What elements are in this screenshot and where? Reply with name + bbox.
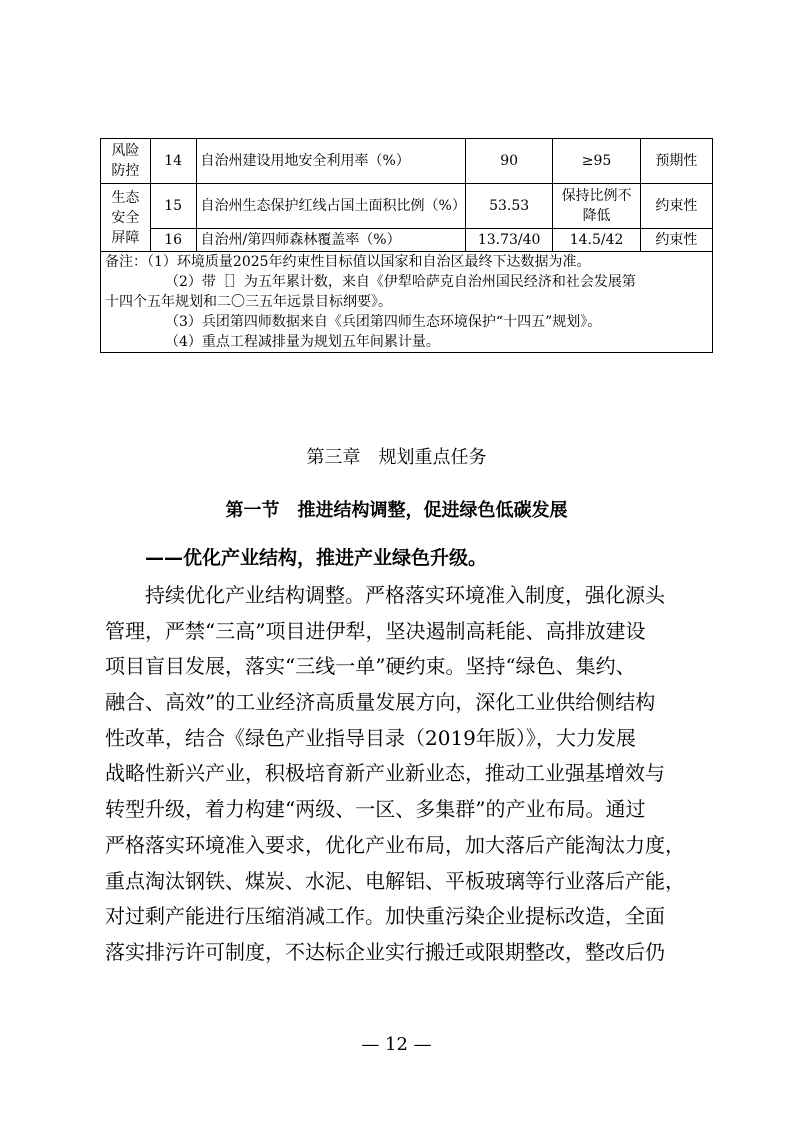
body-line: 融合、高效”的工业经济高质量发展方向，深化工业供给侧结构 bbox=[105, 690, 656, 715]
note-2-continued: 十四个五年规划和二〇三五年远景目标纲要》。 bbox=[105, 294, 392, 310]
note-2: （2）带［］为五年累计数，来自《伊犁哈萨克自治州国民经济和社会发展第 bbox=[165, 274, 636, 290]
subheading: ——优化产业结构，推进产业绿色升级。 bbox=[145, 547, 488, 569]
body-line: 重点淘汰钢铁、煤炭、水泥、电解铝、平板玻璃等行业落后产能， bbox=[105, 868, 685, 893]
body-line: 落实排污许可制度，不达标企业实行搬迁或限期整改，整改后仍 bbox=[105, 939, 665, 964]
body-line: 性改革，结合《绿色产业指导目录（2019年版）》，大力发展 bbox=[105, 725, 636, 750]
body-line: 转型升级，着力构建“两级、一区、多集群”的产业布局。通过 bbox=[105, 797, 646, 822]
base-value-cell: 90 bbox=[465, 139, 552, 184]
body-line: 严格落实环境准入要求，优化产业布局，加大落后产能淘汰力度， bbox=[105, 832, 685, 857]
notes-row bbox=[101, 252, 713, 353]
indicator-cell: 自治州生态保护红线占国土面积比例（%） bbox=[196, 184, 465, 229]
table-notes bbox=[101, 252, 713, 353]
chapter-title: 第三章 规划重点任务 bbox=[306, 447, 487, 468]
table-row bbox=[101, 184, 713, 229]
type-cell: 预期性 bbox=[640, 139, 712, 184]
body-line: 战略性新兴产业，积极培育新产业新业态，推动工业强基增效与 bbox=[105, 761, 665, 786]
page-number: — 12 — bbox=[361, 1034, 432, 1055]
body-line: 持续优化产业结构调整。严格落实环境准入制度，强化源头 bbox=[105, 583, 665, 607]
note-3: （3）兵团第四师数据来自《兵团第四师生态环境保护“十四五”规划》。 bbox=[165, 314, 602, 330]
body-line: 管理，严禁“三高”项目进伊犁，坚决遏制高耗能、高排放建设 bbox=[105, 618, 646, 643]
base-value-cell: 13.73/40 bbox=[465, 229, 552, 252]
indicator-cell: 自治州建设用地安全利用率（%） bbox=[196, 139, 465, 184]
target-cell: 14.5/42 bbox=[553, 229, 640, 252]
number-cell: 15 bbox=[150, 184, 196, 229]
section-title: 第一节 推进结构调整，促进绿色低碳发展 bbox=[225, 500, 568, 521]
base-value-cell: 53.53 bbox=[465, 184, 552, 229]
note-4: （4）重点工程减排量为规划五年间累计量。 bbox=[165, 334, 440, 350]
indicator-table bbox=[100, 138, 713, 353]
type-cell: 约束性 bbox=[640, 184, 712, 229]
number-cell: 16 bbox=[150, 229, 196, 252]
target-cell: ≥95 bbox=[553, 139, 640, 184]
number-cell: 14 bbox=[150, 139, 196, 184]
type-cell: 约束性 bbox=[640, 229, 712, 252]
body-line: 对过剩产能进行压缩消减工作。加快重污染企业提标改造，全面 bbox=[105, 904, 665, 929]
category-cell: 风险防控 bbox=[101, 139, 151, 184]
body-paragraph bbox=[105, 578, 689, 971]
target-cell: 保持比例不降低 bbox=[553, 184, 640, 229]
body-line: 项目盲目发展，落实“三线一单”硬约束。坚持“绿色、集约、 bbox=[105, 654, 636, 679]
table-row bbox=[101, 229, 713, 252]
indicator-cell: 自治州/第四师森林覆盖率（%） bbox=[196, 229, 465, 252]
category-cell: 生态安全屏障 bbox=[101, 184, 151, 252]
table-row bbox=[101, 139, 713, 184]
note-1: 备注：（1）环境质量2025年约束性目标值以国家和自治区最终下达数据为准。 bbox=[105, 254, 591, 270]
